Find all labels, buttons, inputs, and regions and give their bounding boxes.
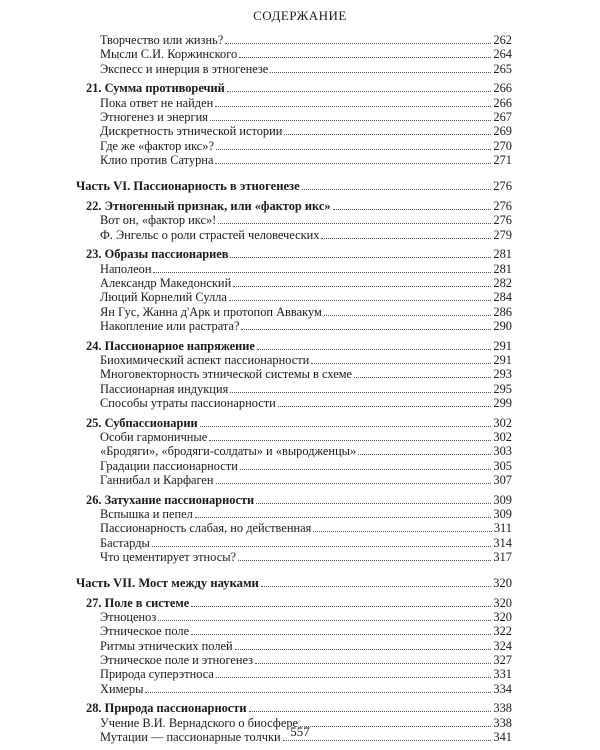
toc-entry-page: 271 <box>493 152 512 167</box>
toc-section-entry <box>76 682 512 696</box>
toc-chapter-entry <box>76 493 512 507</box>
toc-entry-page: 309 <box>493 492 512 507</box>
toc-entry-page: 276 <box>493 198 512 213</box>
toc-entry-page: 309 <box>493 506 512 521</box>
toc-entry-title: Клио против Сатурна <box>100 152 214 167</box>
toc-entry-page: 303 <box>493 444 512 459</box>
toc-spacer <box>76 167 512 179</box>
toc-entry-title: Часть VII. Мост между науками <box>76 576 259 591</box>
dot-leader <box>215 153 491 164</box>
dot-leader <box>278 396 492 407</box>
toc-section-entry <box>76 536 512 550</box>
toc-entry-page: 264 <box>493 47 512 62</box>
dot-leader <box>216 473 492 484</box>
toc-chapter-entry <box>76 596 512 610</box>
toc-section-entry <box>76 396 512 410</box>
toc-entry-page: 291 <box>493 338 512 353</box>
dot-leader <box>210 110 492 121</box>
toc-chapter-entry <box>76 339 512 353</box>
toc-entry-page: 267 <box>493 109 512 124</box>
dot-leader <box>324 305 492 316</box>
toc-chapter-entry <box>76 701 512 715</box>
dot-leader <box>239 47 491 58</box>
toc-entry-title: 28. Природа пассионарности <box>86 701 247 716</box>
toc-section-entry <box>76 353 512 367</box>
dot-leader <box>200 416 492 427</box>
toc-entry-page: 302 <box>493 415 512 430</box>
toc-entry-title: Градации пассионарности <box>100 458 238 473</box>
dot-leader <box>333 199 492 210</box>
toc-chapter-entry <box>76 199 512 213</box>
toc-entry-title: Способы утраты пассионарности <box>100 395 276 410</box>
page-number: 557 <box>290 724 310 739</box>
toc-entry-title: Наполеон <box>100 261 152 276</box>
toc-section-entry <box>76 305 512 319</box>
toc-section-entry <box>76 213 512 227</box>
toc-entry-page: 265 <box>493 61 512 76</box>
toc-part-entry <box>76 576 512 590</box>
toc-entry-title: Многовекторность этнической системы в схеме <box>100 367 353 382</box>
toc-entry-title: Накопление или растрата? <box>100 318 240 333</box>
toc-entry-page: 322 <box>493 624 512 639</box>
dot-leader <box>256 493 491 504</box>
dot-leader <box>241 319 491 330</box>
toc-entry-title: Мысли С.И. Коржинского <box>100 47 238 62</box>
dot-leader <box>230 382 491 393</box>
toc-entry-title: «Бродяги», «бродяги-солдаты» и «выродженцы» <box>100 444 357 459</box>
toc-entry-page: 295 <box>493 381 512 396</box>
toc-entry-page: 286 <box>493 304 512 319</box>
toc-entry-title: Этноценоз <box>100 610 157 625</box>
dot-leader <box>358 444 491 455</box>
toc-entry-title: Ян Гус, Жанна д'Арк и протопоп Аввакум <box>100 304 322 319</box>
toc-section-entry <box>76 521 512 535</box>
toc-section-entry <box>76 62 512 76</box>
toc-entry-page: 282 <box>493 275 512 290</box>
dot-leader <box>191 596 491 607</box>
dot-leader <box>354 367 491 378</box>
dot-leader <box>261 576 491 587</box>
toc-section-entry <box>76 550 512 564</box>
toc-entry-page: 266 <box>493 95 512 110</box>
toc-entry-page: 302 <box>493 429 512 444</box>
toc-entry-title: Ф. Энгельс о роли страстей человеческих <box>100 227 320 242</box>
toc-entry-title: Что цементирует этносы? <box>100 549 237 564</box>
toc-entry-title: Учение В.И. Вернадского о биосфере <box>100 715 299 730</box>
toc-entry-page: 293 <box>493 367 512 382</box>
dot-leader <box>270 62 491 73</box>
dot-leader <box>215 96 491 107</box>
dot-leader <box>209 430 491 441</box>
toc-entry-title: 21. Сумма противоречий <box>86 81 225 96</box>
toc-entry-title: Пока ответ не найден <box>100 95 214 110</box>
toc-entry-page: 276 <box>493 179 512 194</box>
toc-section-entry <box>76 290 512 304</box>
dot-leader <box>235 639 492 650</box>
toc-section-entry <box>76 367 512 381</box>
dot-leader <box>313 521 492 532</box>
toc-entry-page: 270 <box>493 138 512 153</box>
toc-entry-page: 284 <box>493 290 512 305</box>
toc-entry-page: 338 <box>493 715 512 730</box>
toc-entry-page: 334 <box>493 681 512 696</box>
toc-section-entry <box>76 459 512 473</box>
dot-leader <box>249 701 492 712</box>
dot-leader <box>284 124 491 135</box>
toc-entry-page: 314 <box>493 535 512 550</box>
toc-section-entry <box>76 430 512 444</box>
toc-entry-page: 320 <box>493 610 512 625</box>
toc-entry-title: Часть VI. Пассионарность в этногенезе <box>76 179 300 194</box>
toc-entry-page: 276 <box>493 213 512 228</box>
toc-entry-title: Пассионарность слабая, но действенная <box>100 521 312 536</box>
toc-section-entry <box>76 667 512 681</box>
toc-section-entry <box>76 139 512 153</box>
toc-spacer <box>76 564 512 576</box>
toc-section-entry <box>76 110 512 124</box>
toc-entry-title: Мутации — пассионарные толчки <box>100 730 281 745</box>
toc-entry-page: 281 <box>493 261 512 276</box>
toc-part-entry <box>76 179 512 193</box>
toc-entry-title: Дискретность этнической истории <box>100 124 283 139</box>
dot-leader <box>302 179 491 190</box>
toc-entry-title: 27. Поле в системе <box>86 595 190 610</box>
toc-section-entry <box>76 507 512 521</box>
toc-entry-title: Особи гармоничные <box>100 429 208 444</box>
dot-leader <box>195 507 492 518</box>
toc-entry-page: 311 <box>493 521 512 536</box>
toc-section-entry <box>76 276 512 290</box>
toc-section-entry <box>76 33 512 47</box>
toc-section-entry <box>76 228 512 242</box>
toc-entry-page: 291 <box>493 352 512 367</box>
dot-leader <box>225 33 491 44</box>
toc-entry-page: 262 <box>493 33 512 47</box>
toc-entry-title: Ганнибал и Карфаген <box>100 472 214 487</box>
toc-entry-title: Вспышка и пепел <box>100 506 193 521</box>
toc-entry-page: 266 <box>493 81 512 96</box>
dot-leader <box>153 262 491 273</box>
toc-entry-page: 341 <box>493 730 512 745</box>
toc-section-entry <box>76 153 512 167</box>
toc-entry-page: 317 <box>493 549 512 564</box>
toc-entry-title: Где же «фактор икс»? <box>100 138 214 153</box>
toc-chapter-entry <box>76 247 512 261</box>
toc-entry-title: Биохимический аспект пассионарности <box>100 352 310 367</box>
dot-leader <box>191 624 491 635</box>
toc-entry-page: 307 <box>493 472 512 487</box>
dot-leader <box>145 682 491 693</box>
toc-section-entry <box>76 319 512 333</box>
toc-entry-page: 305 <box>493 458 512 473</box>
toc-entry-title: Александр Македонский <box>100 275 232 290</box>
toc-entry-title: Природа суперэтноса <box>100 667 214 682</box>
dot-leader <box>321 228 491 239</box>
toc-entry-page: 269 <box>493 124 512 139</box>
toc-entry-page: 281 <box>493 247 512 262</box>
dot-leader <box>240 459 492 470</box>
toc-section-entry <box>76 624 512 638</box>
dot-leader <box>238 550 491 561</box>
toc-entry-page: 320 <box>493 595 512 610</box>
toc-section-entry <box>76 653 512 667</box>
toc-section-entry <box>76 262 512 276</box>
toc-entry-title: Экспесс и инерция в этногенезе <box>100 61 269 76</box>
dot-leader <box>257 339 491 350</box>
dot-leader <box>229 290 492 301</box>
dot-leader <box>227 81 492 92</box>
toc-entry-title: Этногенез и энергия <box>100 109 208 124</box>
toc-entry-title: Пассионарная индукция <box>100 381 229 396</box>
dot-leader <box>152 536 492 547</box>
toc-chapter-entry <box>76 81 512 95</box>
toc-section-entry <box>76 382 512 396</box>
toc-entry-title: 23. Образы пассионариев <box>86 247 229 262</box>
dot-leader <box>216 667 492 678</box>
toc-section-entry <box>76 639 512 653</box>
toc-entry-title: 25. Субпассионарии <box>86 415 198 430</box>
toc-entry-title: 22. Этногенный признак, или «фактор икс» <box>86 198 331 213</box>
dot-leader <box>158 610 491 621</box>
toc-section-entry <box>76 47 512 61</box>
toc-entry-title: Этническое поле и этногенез <box>100 653 254 668</box>
toc-entry-page: 324 <box>493 638 512 653</box>
toc-entry-title: Этническое поле <box>100 624 190 639</box>
dot-leader <box>216 139 491 150</box>
dot-leader <box>233 276 491 287</box>
toc-entry-page: 279 <box>493 227 512 242</box>
toc-chapter-entry <box>76 416 512 430</box>
dot-leader <box>311 353 491 364</box>
toc-entry-title: 26. Затухание пассионарности <box>86 492 255 507</box>
toc-section-entry <box>76 124 512 138</box>
dot-leader <box>230 247 491 258</box>
toc-section-entry <box>76 444 512 458</box>
toc-entry-title: Бастарды <box>100 535 150 550</box>
dot-leader <box>255 653 491 664</box>
toc-entry-page: 338 <box>493 701 512 716</box>
toc-section-entry <box>76 96 512 110</box>
running-header: СОДЕРЖАНИЕ <box>253 8 347 23</box>
table-of-contents <box>76 33 512 744</box>
toc-entry-page: 290 <box>493 318 512 333</box>
toc-section-entry <box>76 610 512 624</box>
toc-section-entry <box>76 473 512 487</box>
toc-entry-title: 24. Пассионарное напряжение <box>86 338 255 353</box>
dot-leader <box>218 213 491 224</box>
toc-entry-page: 327 <box>493 653 512 668</box>
toc-entry-page: 320 <box>493 576 512 591</box>
toc-entry-title: Химеры <box>100 681 144 696</box>
toc-entry-title: Творчество или жизнь? <box>100 33 224 47</box>
toc-entry-title: Ритмы этнических полей <box>100 638 233 653</box>
toc-entry-title: Вот он, «фактор икс»! <box>100 213 217 228</box>
toc-entry-page: 331 <box>493 667 512 682</box>
toc-entry-page: 299 <box>493 395 512 410</box>
toc-entry-title: Люций Корнелий Сулла <box>100 290 227 305</box>
